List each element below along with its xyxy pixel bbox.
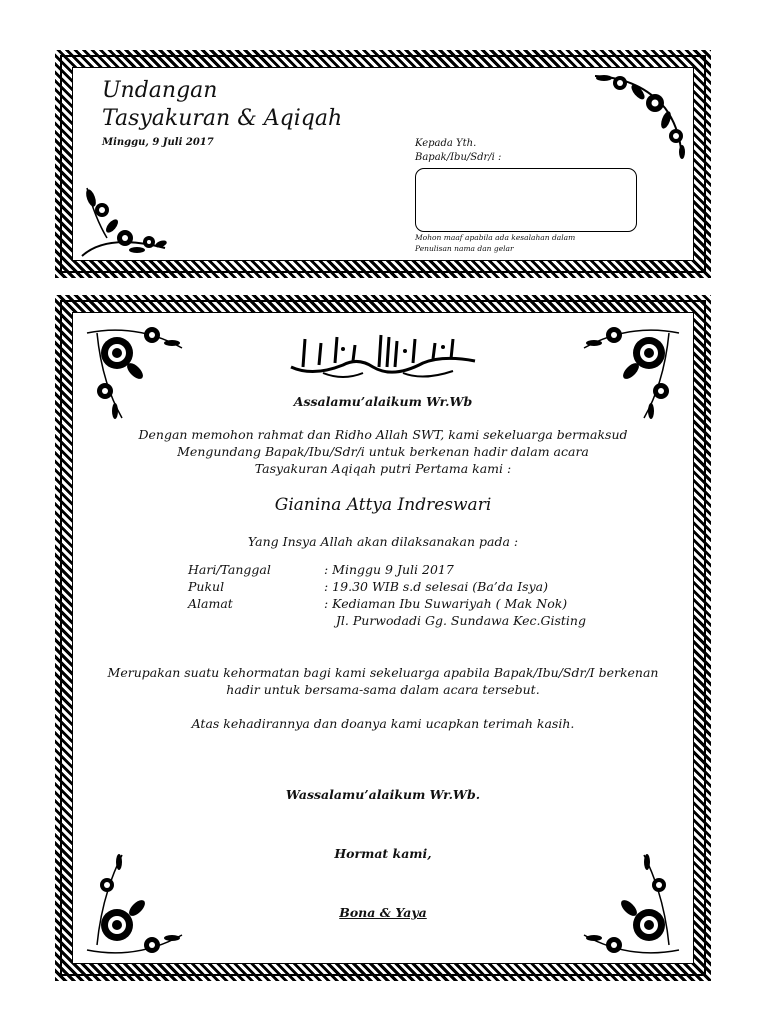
- honor-line1: Merupakan suatu kehormatan bagi kami sekeluarga apabila Bapak/Ibu/Sdr/I berkenan: [107, 665, 659, 680]
- intro-line2: Mengundang Bapak/Ibu/Sdr/i untuk berkenan hadir dalam acara: [177, 444, 589, 459]
- detail-row-address: [188, 595, 586, 612]
- envelope-card: [55, 50, 711, 278]
- child-name: Gianina Attya Indreswari: [274, 495, 492, 515]
- closing-greeting: Wassalamu’alaikum Wr.Wb.: [285, 787, 481, 802]
- to-label: Kepada Yth.: [415, 138, 477, 149]
- intro-line3: Tasyakuran Aqiqah putri Pertama kami :: [254, 461, 512, 476]
- signature: Bona & Yaya: [339, 905, 427, 920]
- envelope-date: Minggu, 9 Juli 2017: [102, 137, 214, 148]
- detail-row-address-2: [188, 612, 586, 629]
- floral-ornament-icon: [590, 68, 690, 163]
- envelope-title-line1: Undangan: [102, 78, 218, 103]
- detail-label: Pukul: [188, 579, 225, 594]
- invitation-card: [55, 295, 711, 981]
- schedule-intro: Yang Insya Allah akan dilaksanakan pada :: [247, 534, 519, 549]
- intro-line1: Dengan memohon rahmat dan Ridho Allah SWT, kami sekeluarga bermaksud: [138, 427, 628, 442]
- bismillah-calligraphy-icon: [283, 327, 483, 383]
- detail-label: [188, 612, 324, 629]
- detail-value: : Minggu 9 Juli 2017: [324, 562, 454, 577]
- detail-row-time: [188, 578, 586, 595]
- thanks-text: Atas kehadirannya dan doanya kami ucapkan terimah kasih.: [191, 716, 575, 731]
- floral-ornament-icon: [77, 178, 172, 260]
- event-details-table: [188, 561, 586, 629]
- detail-label: Hari/Tanggal: [188, 562, 271, 577]
- apology-line2: Penulisan nama dan gelar: [415, 244, 514, 253]
- honor-line2: hadir untuk bersama-sama dalam acara tersebut.: [226, 682, 540, 697]
- recipient-address-box[interactable]: [415, 168, 637, 232]
- detail-value: : 19.30 WIB s.d selesai (Ba’da Isya): [324, 579, 548, 594]
- detail-value: Jl. Purwodadi Gg. Sundawa Kec.Gisting: [324, 613, 586, 628]
- greeting: Assalamu’alaikum Wr.Wb: [293, 394, 473, 409]
- detail-row-date: [188, 561, 586, 578]
- apology-line1: Mohon maaf apabila ada kesalahan dalam: [415, 233, 576, 242]
- recipient-label: Bapak/Ibu/Sdr/i :: [415, 152, 502, 163]
- detail-label: Alamat: [188, 596, 233, 611]
- envelope-title-line2: Tasyakuran & Aqiqah: [102, 106, 343, 131]
- regards-text: Hormat kami,: [334, 846, 432, 861]
- detail-value: : Kediaman Ibu Suwariyah ( Mak Nok): [324, 596, 568, 611]
